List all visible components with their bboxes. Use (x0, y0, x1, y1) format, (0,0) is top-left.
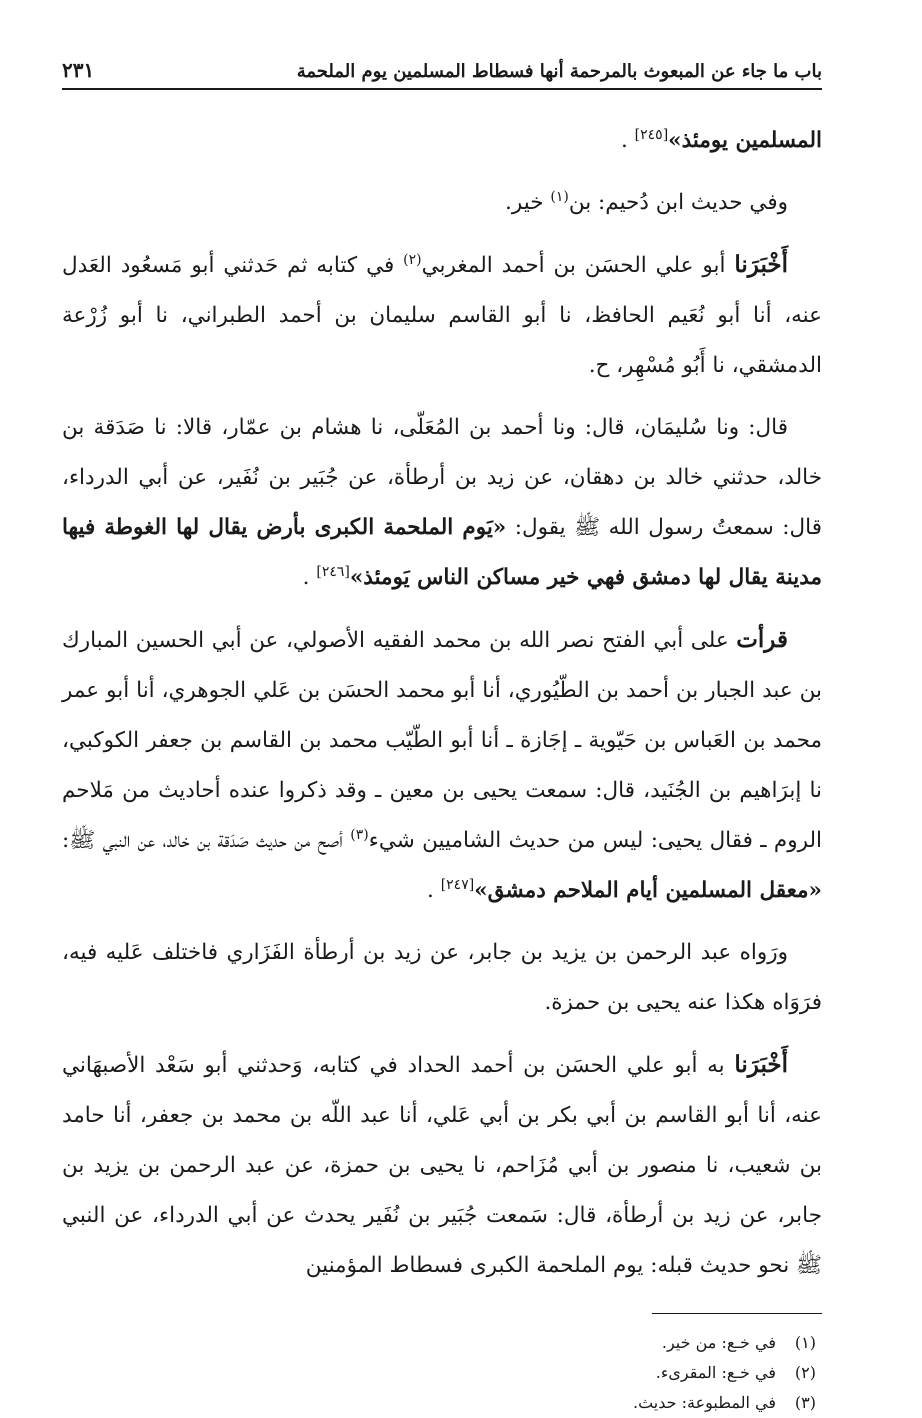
paragraph-text: وفي حديث ابن دُحيم: بن (568, 190, 788, 215)
footnotes (62, 1328, 822, 1418)
page-header (62, 40, 822, 88)
hadith-number: [٢٤٧] (440, 876, 475, 893)
footnote-text: في خـع: المقرىء. (655, 1363, 776, 1382)
footnote-ref-3: (٣) (350, 826, 369, 843)
paragraph-1 (62, 116, 822, 166)
lead-word: أَخْبَرَنا (734, 251, 789, 278)
hadith-text: «معقل المسلمين أيام الملاحم دمشق» (474, 878, 822, 903)
footnote-text: في المطبوعة: حديث. (633, 1393, 776, 1412)
hadith-ending: المسلمين يومئذ» (668, 128, 822, 153)
footnote (62, 1328, 822, 1358)
paragraph-4 (62, 403, 822, 603)
paragraph-text: به أبو علي الحسَن بن أحمد الحداد في كتابه، وَحدثني أبو سَعْد الأصبهَاني عنه، أنا أبو القاسم بن أبي بكر بن أبي عَلي، أنا عبد اللّه بن محمد بن جعفر، أنا حامد بن شعيب، نا منصور بن أبي مُزَاحم، نا يحيى بن حمزة، عن عبد الرحمن بن يزيد بن جابر، عن زيد بن أرطأة، قال: سَمعت جُبَير بن نُفَير يحدث عن أبي الدرداء، عن النبي ﷺ نحو حديث قبله: يوم الملحمة الكبرى فسطاط المؤمنين (62, 1053, 822, 1278)
paragraph-text: أصح من حديث صَدَقة بن خالد، عن النبي ﷺ: (62, 828, 351, 853)
paragraph-text: قال: ونا سُليمَان، قال: ونا أحمد بن المُعَلّى، نا هشام بن عمّار، قالا: نا صَدَقة بن خالد، حدثني خالد بن دهقان، عن زيد بن أرطأة، عن جُبَير بن نُفَير، عن أبي الدرداء، قال: سمعتُ رسول الله ﷺ يقول: (62, 415, 822, 540)
footnote-rule (652, 1313, 822, 1314)
footnote-number: (٢) (794, 1363, 816, 1382)
footnote-ref-2: (٢) (403, 251, 422, 268)
footnote (62, 1388, 822, 1418)
book-page (62, 40, 822, 1412)
lead-word: أَخْبَرَنا (734, 1051, 788, 1078)
footnote-text: في خـع: من خير. (661, 1333, 776, 1352)
main-text (62, 116, 822, 1291)
paragraph-text: خير. (505, 190, 551, 215)
paragraph-tail: . (302, 565, 317, 590)
paragraph-text: في كتابه ثم حَدثني أبو مَسعُود العَدل عنه، أنا أبو نُعَيم الحافظ، نا أبو القاسم سليمان بن أحمد الطبراني، نا أبو زُرْعة الدمشقي، نا أَبُو مُسْهِر، ح. (62, 253, 822, 378)
footnote (62, 1358, 822, 1388)
paragraph-text: ورَواه عبد الرحمن بن يزيد بن جابر، عن زيد بن أرطأة الفَزَاري فاختلف عَليه فيه، فرَوَاه هكذا عنه يحيى بن حمزة. (62, 940, 822, 1015)
paragraph-3 (62, 240, 822, 391)
lead-word: قرأت (736, 626, 788, 653)
paragraph-2 (62, 178, 822, 228)
hadith-text: «يَوم الملحمة الكبرى بأرض يقال لها الغوطة فيها مدينة يقال لها دمشق فهي خير مساكن الناس يَومئذ» (62, 515, 822, 590)
footnote-ref-1: (١) (550, 188, 569, 205)
header-rule (62, 88, 822, 90)
page-number: ٢٣١ (62, 58, 95, 82)
paragraph-tail: . (620, 128, 635, 153)
hadith-number: [٢٤٦] (316, 563, 350, 580)
footnote-number: (٣) (794, 1393, 816, 1412)
footnote-number: (١) (794, 1333, 816, 1352)
paragraph-text: على أبي الفتح نصر الله بن محمد الفقيه الأصولي، عن أبي الحسين المبارك بن عبد الجبار بن أحمد بن الطّيُوري، أنا أبو محمد الحسَن بن عَلي الجوهري، أنا أبو عمر محمد بن العَباس بن حَيّوية ـ إجَازة ـ أنا أبو الطّيّب محمد بن القاسم بن جعفر الكوكبي، نا إبرَاهيم بن الجُنَيد، قال: سمعت يحيى بن معين ـ وقد ذكروا عنده أحاديث من مَلاحم الروم ـ فقال يحيى: ليس من حديث الشاميين شيء (62, 628, 822, 853)
hadith-number: [٢٤٥] (634, 126, 669, 143)
paragraph-7 (62, 1040, 822, 1291)
paragraph-5 (62, 615, 822, 916)
running-title: باب ما جاء عن المبعوث بالمرحمة أنها فسطاط المسلمين يوم الملحمة (296, 61, 822, 82)
paragraph-text: أبو علي الحسَن بن أحمد المغربي (421, 253, 735, 278)
paragraph-tail: . (427, 878, 441, 903)
paragraph-6 (62, 928, 822, 1028)
